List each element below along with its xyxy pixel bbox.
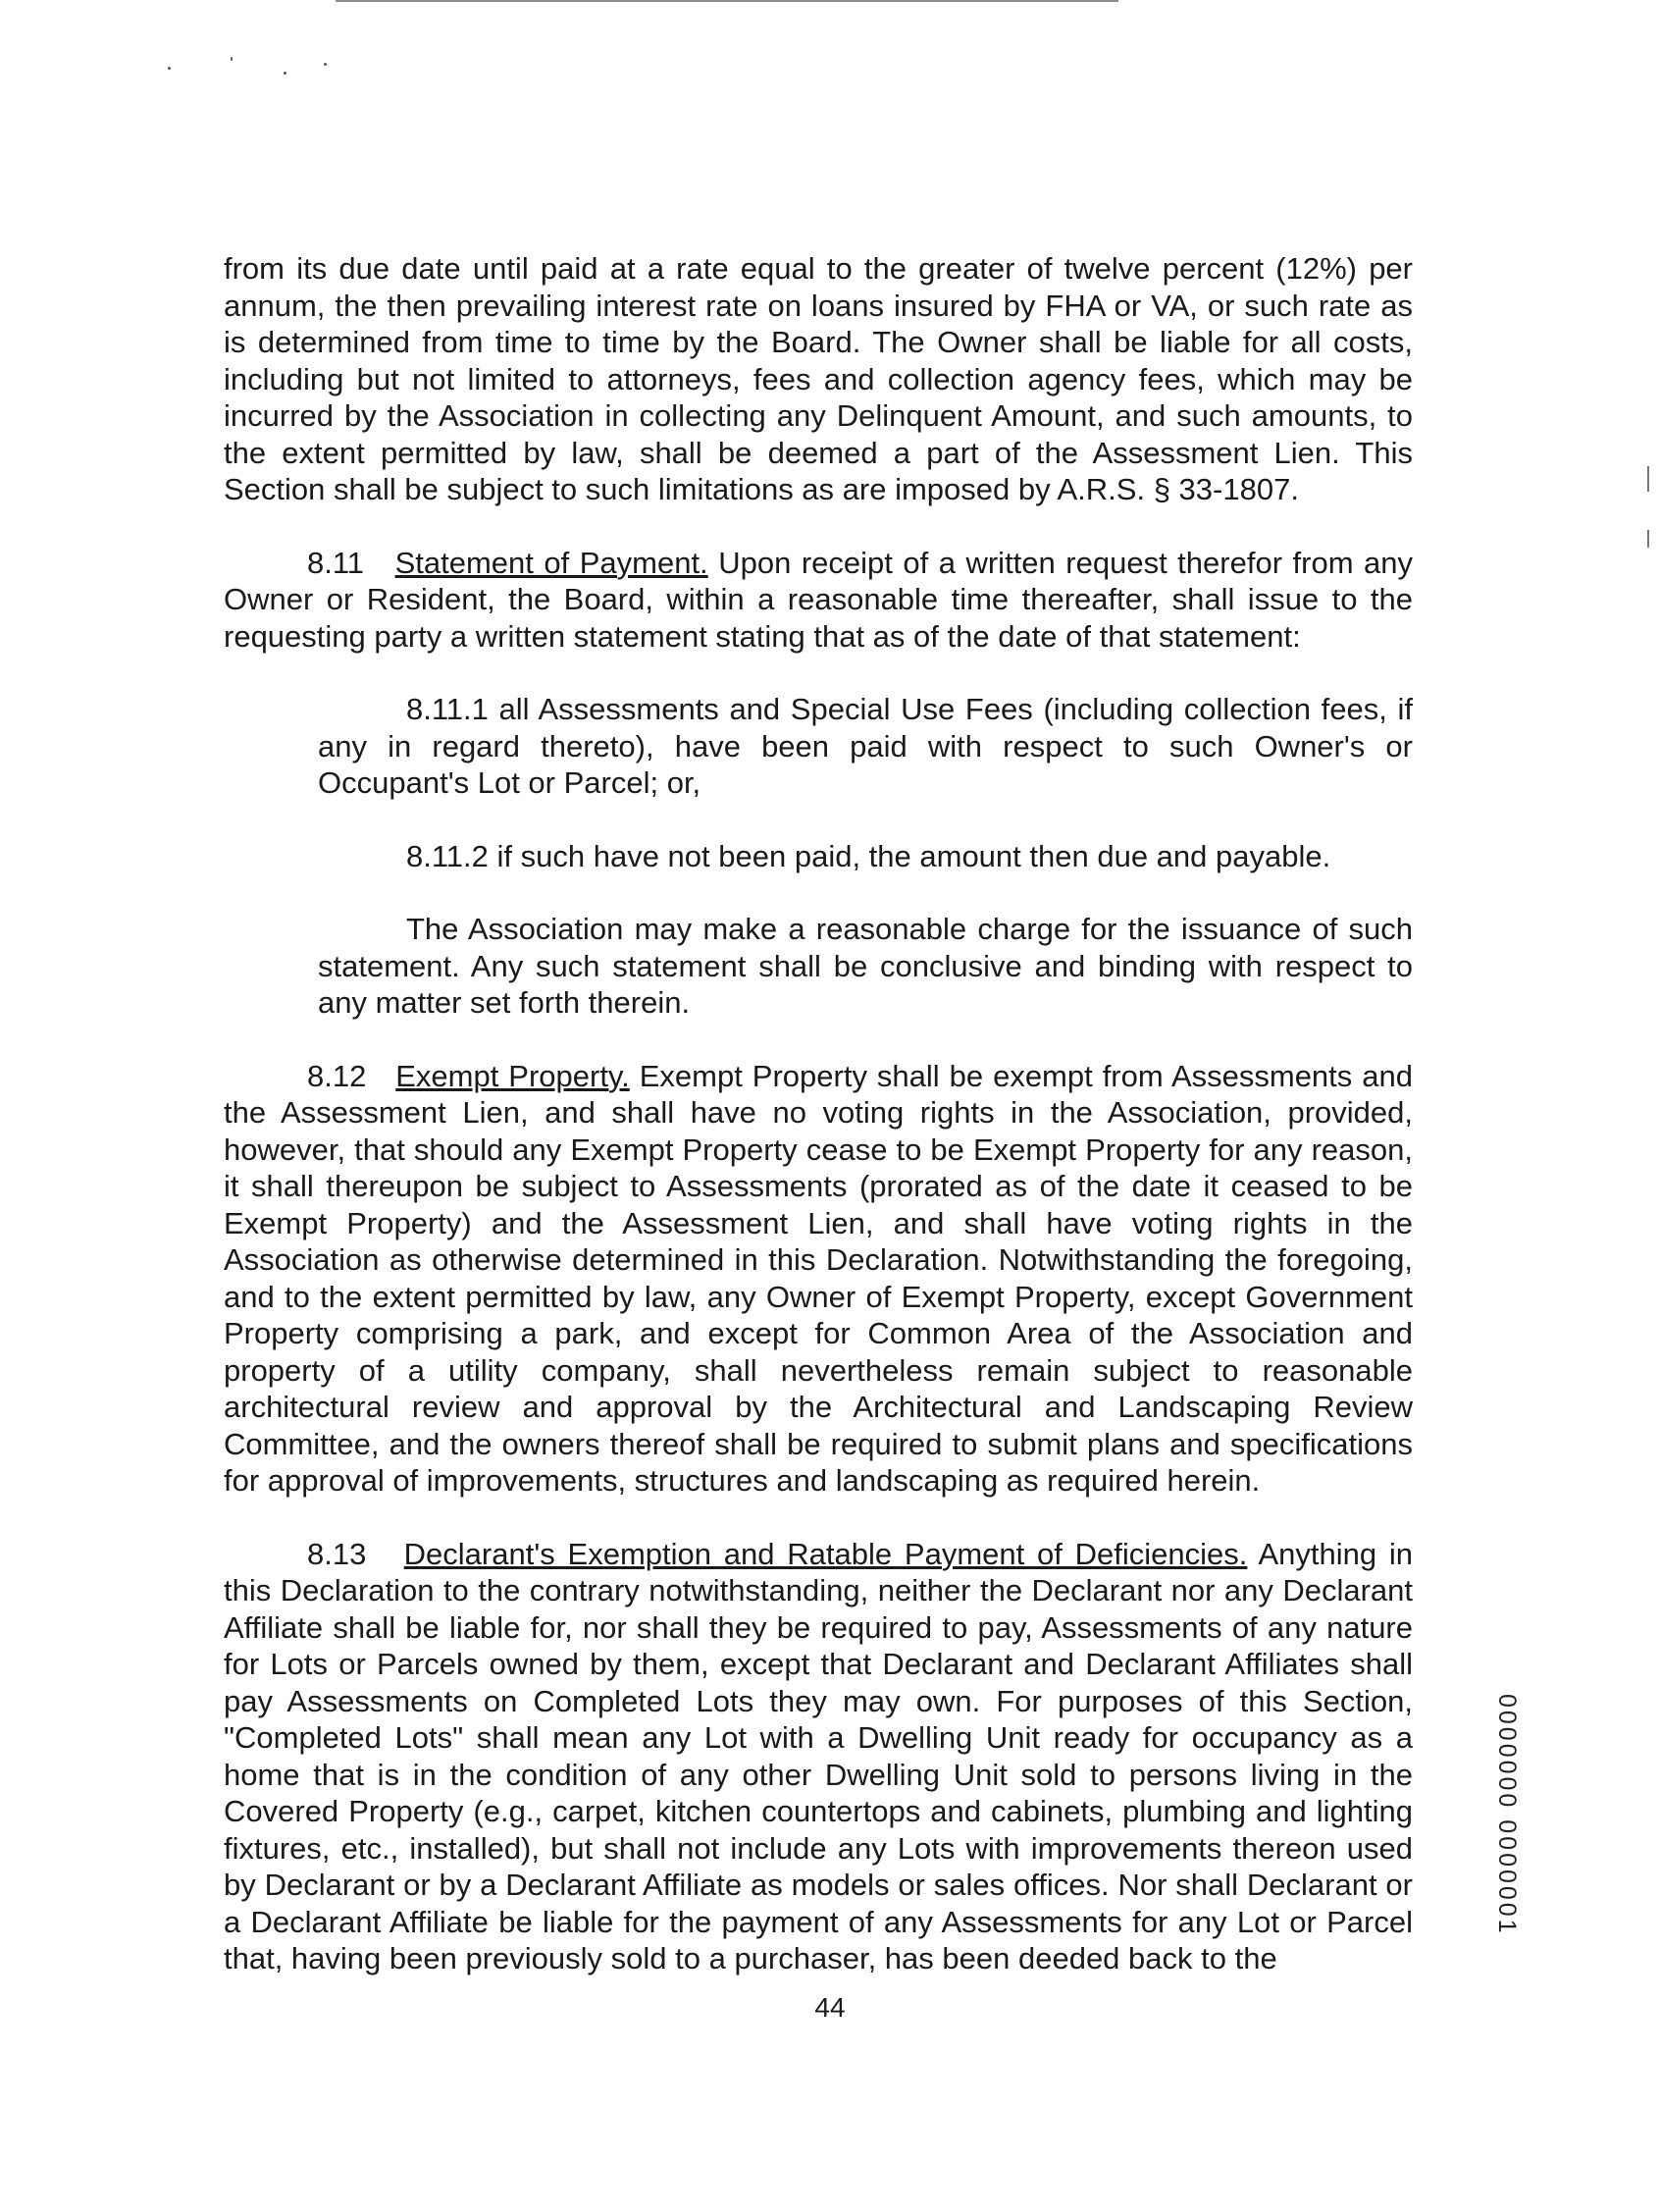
subsection-number: 8.11.2 (406, 838, 489, 873)
scan-speck (231, 57, 233, 61)
section-heading: Exempt Property. (395, 1058, 630, 1093)
scan-speck (324, 63, 327, 66)
section-8-11 (224, 545, 1413, 656)
scan-speck (168, 67, 171, 70)
section-8-12 (224, 1058, 1413, 1500)
margin-mark (1647, 530, 1649, 548)
subsection-8-11-1 (318, 691, 1413, 802)
section-8-13 (224, 1536, 1413, 1977)
section-text: Upon receipt of a written request therefor from any Owner or Resident, the Board, within a reasonable time thereafter, shall issue to the requesting party a written statement stating that as of the date of that statement: (224, 545, 1414, 654)
section-heading: Declarant's Exemption and Ratable Payment of Deficiencies. (403, 1536, 1248, 1571)
section-number: 8.12 (307, 1058, 367, 1093)
scan-speck (284, 72, 286, 75)
top-edge-rule (336, 0, 1118, 2)
subsection-text: if such have not been paid, the amount then due and payable. (496, 838, 1331, 873)
subsection-8-11-2 (318, 838, 1413, 875)
document-body (224, 250, 1413, 1977)
subsection-text: all Assessments and Special Use Fees (including collection fees, if any in regard thereto), have been paid with respect to such Owner's or Occupant's Lot or Parcel; or, (318, 692, 1413, 800)
section-number: 8.13 (307, 1536, 367, 1571)
continuation-paragraph: from its due date until paid at a rate equal to the greater of twelve percent (12%) per annum, the then prevailing interest rate on loans insured by FHA or VA, or such rate as is determined from time to time by the Board. The Owner shall be liable for all costs, including but not limited to attorneys, fees and collection agency fees, which may be incurred by the Association in collecting any Delinquent Amount, and such amounts, to the extent permitted by law, shall be deemed a part of the Assessment Lien. This Section shall be subject to such limitations as are imposed by A.R.S. § 33-1807. (224, 251, 1413, 506)
section-text: Anything in this Declaration to the contrary notwithstanding, neither the Declarant nor any Declarant Affiliate shall be liable for, nor shall they be required to pay, Assessments of any nature for Lots or Parcels owned by them, except that Declarant and Declarant Affiliates shall pay Assessments on Completed Lots they may own. For purposes of this Section, "Completed Lots" shall mean any Lot with a Dwelling Unit ready for occupancy as a home that is in the condition of any other Dwelling Unit sold to persons living in the Covered Property (e.g., carpet, kitchen countertops and cabinets, plumbing and lighting fixtures, etc., installed), but shall not include any Lots with improvements thereon used by Declarant or by a Declarant Affiliate as models or sales offices. Nor shall Declarant or a Declarant Affiliate be liable for the payment of any Assessments for any Lot or Parcel that, having been previously sold to a purchaser, has been deeded back to the (224, 1536, 1413, 1975)
subsection-number: 8.11.1 (406, 692, 489, 726)
bates-stamp-number: 0000000 0000001 (1493, 1694, 1521, 1936)
page-number: 44 (814, 1992, 846, 2023)
section-text: Exempt Property shall be exempt from Assessments and the Assessment Lien, and shall have no voting rights in the Association, provided, however, that should any Exempt Property cease to be Exempt Property for any reason, it shall thereupon be subject to Assessments (prorated as of the date it ceased to be Exempt Property) and the Assessment Lien, and shall have voting rights in the Association as otherwise determined in this Declaration. Notwithstanding the foregoing, and to the extent permitted by law, any Owner of Exempt Property, except Government Property comprising a park, and except for Common Area of the Association and property of a utility company, shall nevertheless remain subject to reasonable architectural review and approval by the Architectural and Landscaping Review Committee, and the owners thereof shall be required to submit plans and specifications for approval of improvements, structures and landscaping as required herein. (224, 1058, 1413, 1498)
margin-mark (1647, 466, 1649, 492)
closing-note: The Association may make a reasonable charge for the issuance of such statement. Any such statement shall be conclusive and binding with respect to any matter set forth therein. (318, 912, 1413, 1020)
bates-stamp (1492, 1694, 1521, 2028)
section-heading: Statement of Payment. (394, 545, 708, 580)
section-number: 8.11 (307, 545, 365, 580)
